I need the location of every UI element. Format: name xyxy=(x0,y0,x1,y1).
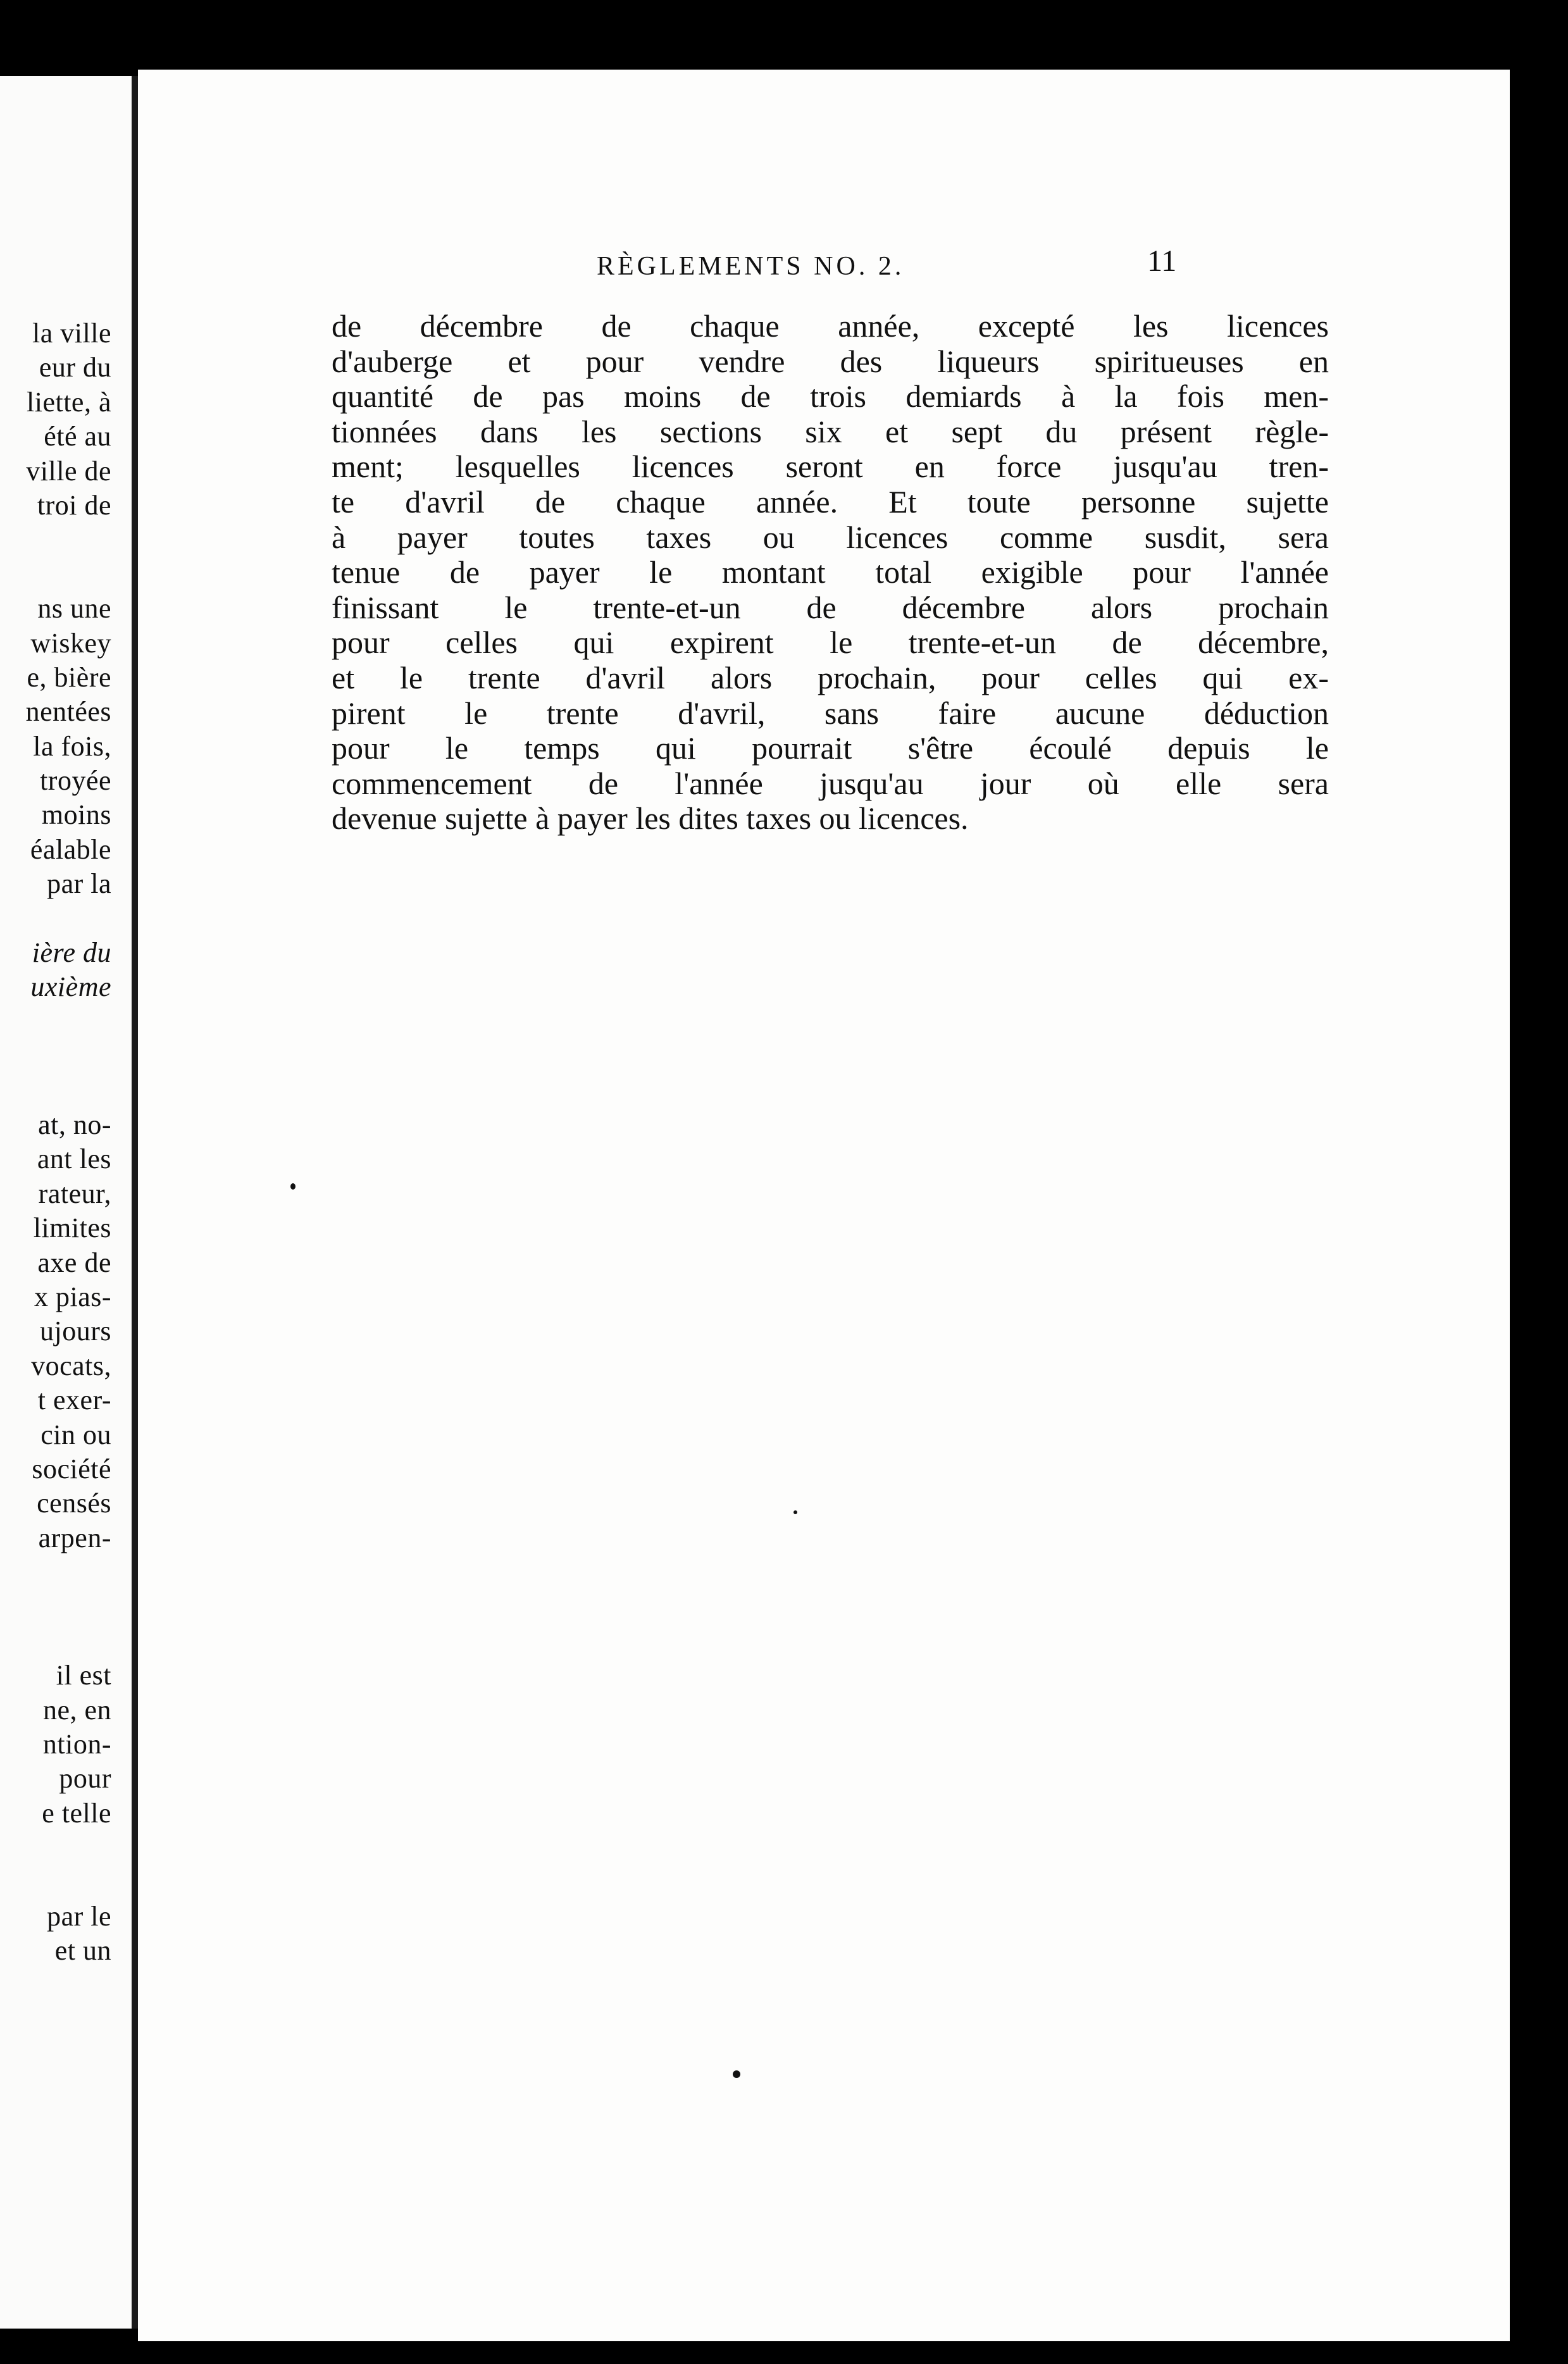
text-line: tenue de payer le montant total exigible pour l'année xyxy=(332,554,1329,590)
page-number: 11 xyxy=(1147,244,1177,278)
text-line: pour celles qui expirent le trente-et-un de décembre, xyxy=(332,625,1329,661)
text-line: à payer toutes taxes ou licences comme susdit, sera xyxy=(332,519,1329,555)
text-line: et le trente d'avril alors prochain, pour celles qui ex- xyxy=(332,659,1329,695)
facing-text-line: et un xyxy=(54,1935,111,1967)
facing-text-line: ière du xyxy=(32,937,111,969)
facing-text-line: ns une xyxy=(37,593,111,625)
facing-text-line: rateur, xyxy=(38,1178,111,1209)
facing-text-line xyxy=(26,1555,111,1589)
ink-speck xyxy=(733,2070,740,2078)
text-line: pirent le trente d'avril, sans faire aucune déduction xyxy=(332,695,1329,731)
text-line: te d'avril de chaque année. Et toute personne sujette xyxy=(332,483,1329,519)
facing-text-line: il est xyxy=(56,1660,111,1691)
text-line: ment; lesquelles licences seront en force jusqu'au tren- xyxy=(332,449,1329,485)
facing-text-line xyxy=(26,1005,111,1039)
facing-text-line: par la xyxy=(47,868,111,900)
facing-text-line: at, no- xyxy=(38,1109,111,1140)
facing-text-line: liette, à xyxy=(27,386,111,418)
facing-text-line xyxy=(26,557,111,592)
text-line: devenue sujette à payer les dites taxes ou licences. xyxy=(332,800,969,837)
facing-text-line xyxy=(26,1865,111,1900)
facing-text-line: ville de xyxy=(26,455,111,487)
facing-text-line xyxy=(26,1074,111,1108)
text-line: finissant le trente-et-un de décembre alors prochain xyxy=(332,589,1329,625)
facing-text-line: censés xyxy=(37,1488,111,1519)
facing-text-line: moins xyxy=(41,799,111,831)
facing-text-line: e telle xyxy=(42,1797,111,1829)
scan-border xyxy=(1510,0,1568,2364)
current-page xyxy=(138,70,1510,2341)
facing-text-line: vocats, xyxy=(31,1350,111,1381)
facing-text-line: axe de xyxy=(37,1247,111,1278)
facing-page-text xyxy=(26,316,111,1969)
ink-speck xyxy=(793,1510,797,1514)
facing-text-line: troi de xyxy=(37,489,111,521)
ink-speck xyxy=(290,1183,296,1190)
facing-text-line xyxy=(26,1831,111,1865)
facing-text-line: x pias- xyxy=(34,1281,111,1312)
facing-text-line: la ville xyxy=(32,318,111,349)
text-line: d'auberge et pour vendre des liqueurs spiritueuses en xyxy=(332,343,1329,379)
facing-text-line: e, bière xyxy=(27,661,111,693)
body-paragraph xyxy=(332,309,1329,837)
facing-text-line: nentées xyxy=(25,696,111,728)
facing-text-line: arpen- xyxy=(38,1522,111,1553)
facing-text-line: été au xyxy=(44,421,111,452)
facing-text-line xyxy=(26,1589,111,1624)
text-line: de décembre de chaque année, excepté les licences xyxy=(332,308,1329,344)
facing-text-line: pour xyxy=(59,1763,111,1795)
facing-text-line: ujours xyxy=(40,1316,111,1347)
facing-text-line: la fois, xyxy=(33,730,111,762)
running-head: RÈGLEMENTS NO. 2. xyxy=(597,252,905,281)
book-gutter xyxy=(132,76,138,2329)
text-line: commencement de l'année jusqu'au jour où elle sera xyxy=(332,765,1329,801)
facing-text-line xyxy=(26,1039,111,1073)
facing-text-line: limites xyxy=(33,1212,111,1244)
facing-text-line: société xyxy=(32,1453,111,1484)
facing-text-line: cin ou xyxy=(40,1419,111,1450)
facing-text-line: eur du xyxy=(39,352,111,383)
facing-text-line: ant les xyxy=(37,1143,111,1175)
facing-text-line xyxy=(26,523,111,557)
text-line: pour le temps qui pourrait s'être écoulé depuis le xyxy=(332,730,1329,766)
facing-text-line xyxy=(26,1624,111,1658)
facing-text-line: troyée xyxy=(40,765,111,797)
facing-text-line: éalable xyxy=(30,833,111,865)
facing-text-line xyxy=(26,902,111,936)
facing-page xyxy=(0,76,132,2329)
facing-text-line: par le xyxy=(47,1900,111,1932)
facing-text-line: uxième xyxy=(30,971,111,1003)
facing-text-line: ne, en xyxy=(42,1694,111,1726)
text-line: tionnées dans les sections six et sept du présent règle- xyxy=(332,413,1329,449)
facing-text-line: ntion- xyxy=(42,1729,111,1760)
facing-text-line: t exer- xyxy=(37,1384,111,1416)
facing-text-line: wiskey xyxy=(30,627,111,659)
text-line: quantité de pas moins de trois demiards à la fois men- xyxy=(332,378,1329,414)
